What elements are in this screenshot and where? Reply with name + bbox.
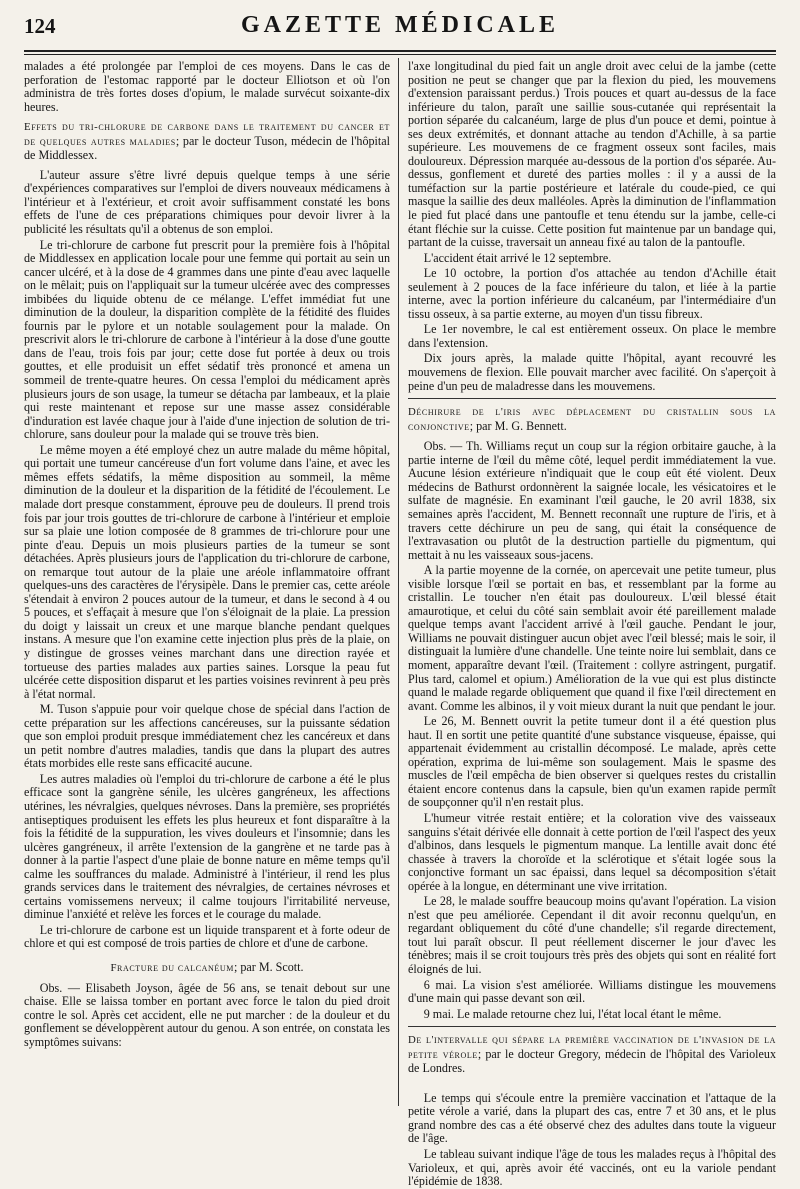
paragraph: Obs. — Elisabeth Joyson, âgée de 56 ans, se tenait debout sur une chaise. Elle se laissa tomber en portant avec force le talon du pied droit contre le sol. Après cet accident, elle ne put marcher : de la douleur et du gonflement se développèrent autour du genou. A son entrée, on constata les symptômes suivans: bbox=[24, 980, 390, 1049]
heading-tail: ; par le docteur Gregory, médecin de l'hôpital des Varioleux de Londres. bbox=[408, 1046, 776, 1076]
paragraph: Le tri-chlorure de carbone est un liquide transparent et à forte odeur de chlore et qui est composé de trois parties de chlore et d'une de carbone. bbox=[24, 922, 390, 951]
paragraph: Le tri-chlorure de carbone fut prescrit pour la première fois à l'hôpital de Middlessex en application locale pour une femme qui portait au sein un cancer ulcéré, et à la dose de 4 grammes dans une pinte d'eau avec laquelle on le mêlait; puis on l'appliquait sur la tumeur ulcérée avec des compresses imbibées du liquide obtenu de ce mélange. L'effet immédiat fut une diminution de la douleur, la disparition complète de la fétidité des fluides fournis par le pylore et un notable soulagement pour la malade. On prescrivit alors le tri-chlorure de carbone à l'intérieur à la dose d'une goutte dans de l'eau, trois fois par jour; cette dose fut portée à deux ou trois gouttes, et elle produisit un effet sédatif très prononcé et amena un sommeil de trente-quatre heures. On cessa l'emploi du médicament après plusieurs jours de son usage, la tumeur se détacha par lambeaux, et la plaie qui reste maintenant et repose sur une masse assez considérable d'induration est lavée chaque jour à l'aide d'une injection de solution de tri-chlorure, sans douleur pour la malade qui se trouve très bien. bbox=[24, 237, 390, 442]
paragraph: Le même moyen a été employé chez un autre malade du même hôpital, qui portait une tumeur cancéreuse d'un fort volume dans l'aine, et avec les mêmes effets sédatifs, la même disposition au sommeil, la même diminution de la douleur et la disparition de la fétidité de l'écoulement. Le malade dort presque constamment, éprouve peu de douleurs. Il prend trois fois par jour trois gouttes de tri-chlorure de carbone à l'intérieur et emploie sur sa plaie une lotion composée de 8 grammes de tri-chlorure pour une pinte d'eau. Depuis un mois plusieurs parties de la tumeur se sont détachées. Après plusieurs jours de l'application du tri-chlorure de carbone, on remarque tout autour de la plaie une aréole inflammatoire offrant quelques-uns des caractères de l'érysipèle. Dans le premier cas, cette aréole s'étendait à environ 2 pouces autour de la tumeur, et dans le second à 4 ou 5 pouces, et s'effaçait à mesure que l'on s'éloignait de la plaie. La pression du doigt y laissait un creux et une marque blanche pendant quelques instans. A mesure que l'on examine cette injection plus près de la plaie, on y distingue de grosses veines marchant dans une direction rayée et tortueuse des parties malades aux parties saines. Lorsque la peau fut ulcérée cette disposition disparut et les parties voisines revinrent à peu près à l'état normal. bbox=[24, 442, 390, 701]
article-heading-bennett bbox=[408, 405, 776, 434]
page-number: 124 bbox=[24, 14, 56, 38]
article-heading-tuson bbox=[24, 120, 390, 163]
section-rule bbox=[408, 1026, 776, 1027]
page-header bbox=[24, 12, 776, 52]
journal-title: GAZETTE MÉDICALE bbox=[240, 12, 560, 38]
paragraph: l'axe longitudinal du pied fait un angle droit avec celui de la jambe (cette position ne peut se changer que par la flexion du pied, les mouvemens d'extension paraissant perdus.) Trois pouces et quart au-dessus de la face inférieure du talon, paraît une saillie sous-cutanée qui représentait la portion séparée du calcanéum, large de plus d'un pouce et demi, pointue à ses deux extrémités, et donnant attache au tendon d'Achille, à sa partie supérieure. Les mouvemens de ce fragment osseux sont faciles, mais douloureux. Dépression marquée au-dessous de la portion d'os séparée. Au-dessus, gonflement et dureté des parties molles : il y a aussi de la tuméfaction sur la partie postérieure et latérale du coude-pied, ce qui masque la saillie des deux malléoles. Après la diminution de l'inflammation le pied fut placé dans une pantoufle et tenu étendu sur la jambe, celle-ci étant fléchie sur la cuisse. Cette position fut maintenue par un bandage qui, partant de la cuisse, traversait un anneau fixé au talon de la pantoufle. bbox=[408, 59, 776, 250]
paragraph: Le 26, M. Bennett ouvrit la petite tumeur dont il a été question plus haut. Il en sortit une petite quantité d'une substance visqueuse, épaisse, qui appartenait évidemment au cristallin décomposé. Le malade, après cette opération, exprima de lui-même son soulagement. Mais le spasme des muscles de l'œil empêcha de bien observer si quelques restes du cristallin étaient encore contenus dans la capsule, bien qu'un examen rapide permît de soupçonner qu'il n'en restait plus. bbox=[408, 714, 776, 810]
header-rule-thin bbox=[24, 54, 776, 55]
paragraph: Dix jours après, la malade quitte l'hôpital, ayant recouvré les mouvemens de flexion. Elle pouvait marcher avec facilité. On s'aperçoit à peine d'un peu de maladresse dans les mouvemens. bbox=[408, 351, 776, 393]
paragraph: malades a été prolongée par l'emploi de ces moyens. Dans le cas de perforation de l'estomac rapporté par le docteur Elliotson et où l'on administra de très fortes doses d'opium, le malade survécut soixante-dix heures. bbox=[24, 59, 390, 114]
paragraph: L'humeur vitrée restait entière; et la coloration vive des vaisseaux sanguins s'était dérivée elle donnait à cette portion de l'œil l'aspect des yeux d'albinos, dans lesquels le pigmentum manque. La lentille avait donc été chassée à travers la choroïde et la sclérotique et s'était logée sous la conjonctive formant un sac épaissi, dans lequel sa décomposition s'était opérée à la longue, en déterminant une vive irritation. bbox=[408, 810, 776, 893]
article-heading-gregory bbox=[408, 1033, 776, 1076]
paragraph: Le 28, le malade souffre beaucoup moins qu'avant l'opération. La vision n'est que peu améliorée. Cependant il dit avoir reconnu quelqu'un, en regardant obliquement du côté d'une chandelle; s'il regarde directement, tout lui paraît obscur. Il peut réellement discerner le jour d'avec les ténèbres; mais il se croit toujours très près des objets qui sont en réalité fort éloignés de lui. bbox=[408, 894, 776, 976]
paragraph: L'accident était arrivé le 12 septembre. bbox=[423, 250, 612, 265]
paragraph: A la partie moyenne de la cornée, on apercevait une petite tumeur, plus visible lorsque l'œil se portait en bas, et ressemblant par la forme au cristallin. Le toucher n'en était pas douloureux. L'œil blessé était amaurotique, et celui du côté sain semblait avoir été pareillement malade quelque temps avant l'accident arrivé à l'œil gauche. Pendant le jour, Williams ne pouvait distinguer aucun objet avec l'œil blessé; mais le soir, il distinguait la lumière d'une chandelle. Une teinte noire lui semblait, dans ce moment, apparaître devant l'œil. (Traitement : collyre astringent, purgatif. Plus tard, calomel et opium.) Amélioration de la vue qui est plus distincte quand le malade regarde obliquement que quand il fixe l'œil directement en avant. Comme les albinos, il y voit mieux durant la nuit que pendant le jour. bbox=[408, 563, 776, 713]
paragraph: Les autres maladies où l'emploi du tri-chlorure de carbone a été le plus efficace sont la gangrène sénile, les ulcères gangréneux, les affections utérines, les névralgies, quelques névroses. Dans la première, ses propriétés antiseptiques produisent les effets les plus heureux et font disparaître à la fois la fétidité de la suppuration, les vives douleurs et l'insomnie; dans les ulcères gangréneux, il arrête l'extension de la gangrène et ne tarde pas à donner à la partie l'aspect d'une plaie de bonne nature en même temps qu'il calme les souffrances du malade. Administré à l'intérieur, il rend les plus grands services dans le traitement des névralgies, de certaines névroses et certains vomissemens nerveux; il calme toujours l'irritabilité nerveuse, diminue l'anxiété et relève les forces et le courage du malade. bbox=[24, 771, 390, 922]
paragraph: L'auteur assure s'être livré depuis quelque temps à une série d'expériences comparatives sur l'emploi de divers nouveaux médicamens à l'intérieur et à l'extérieur, et croit avoir suffisamment constaté les bons effets de l'une de ces préparations chimiques pour devoir livrer à la publicité les résultats qu'il a obtenus de son emploi. bbox=[24, 167, 390, 237]
paragraph: 9 mai. Le malade retourne chez lui, l'état local étant le même. bbox=[423, 1006, 722, 1021]
heading-caps: Effets du tri-chlorure de carbone dans le traitement du cancer et de quelques autres maladies bbox=[24, 121, 390, 148]
paragraph: Le temps qui s'écoule entre la première vaccination et l'attaque de la petite vérole a varié, dans la plupart des cas, entre 7 et 30 ans, et le plus grand nombre des cas a été observé chez des adultes dans toute la vigueur de l'âge. bbox=[408, 1090, 776, 1146]
paragraph: Le 10 octobre, la portion d'os attachée au tendon d'Achille était seulement à 2 pouces de la face inférieure du talon, et liée à la partie interne, avec la portion inférieure du calcanéum, par l'intermédiaire d'un tissu osseux, à sa partie externe, au moyen d'un tissu fibreux. bbox=[408, 266, 776, 321]
heading-tail: ; par M. G. Bennett. bbox=[469, 418, 567, 433]
paragraph: Le tableau suivant indique l'âge de tous les malades reçus à l'hôpital des Varioleux, et qui, après avoir été vaccinés, ont eu la variole pendant l'épidémie de 1838. bbox=[408, 1147, 776, 1189]
paragraph: M. Tuson s'appuie pour voir quelque chose de spécial dans l'action de cette préparation sur les affections cancéreuses, sur la puissante sédation que son emploi produit presque immédiatement chez les cancéreux et dans un petit nombre d'autres maladies, tandis que dans la plupart des autres états morbides elle reste sans efficacité aucune. bbox=[24, 702, 390, 771]
heading-caps: Fracture du calcanéum bbox=[110, 962, 234, 974]
heading-caps: De l'intervalle qui sépare la première vaccination de l'invasion de la petite vérole bbox=[408, 1034, 776, 1061]
heading-tail: ; par M. Scott. bbox=[234, 960, 304, 974]
article-heading-scott bbox=[24, 961, 390, 976]
paragraph: Obs. — Th. Williams reçut un coup sur la région orbitaire gauche, à la partie interne de l'œil du même côté, lequel perdit immédiatement la vue. Aucune lésion extérieure n'indiquait que le coup eût été violent. Deux médecins de Bathurst ordonnèrent la saignée locale, les vésicatoires et le sulfate de magnésie. En examinant l'œil gauche, le 20 avril 1838, six semaines après l'accident, M. Bennett reconnaît une rupture de l'iris, et à travers cette déchirure un peu de sang, qui était la conséquence de l'extravasation ou plutôt de la destruction partielle du pigmentum, qui mettait à nu les vaisseaux sous-jacens. bbox=[408, 439, 776, 562]
header-rule bbox=[24, 50, 776, 52]
paragraph: 6 mai. La vision s'est améliorée. Williams distingue les mouvemens d'une main qui passe devant son œil. bbox=[408, 977, 776, 1006]
column-divider bbox=[398, 58, 399, 1106]
right-column bbox=[408, 59, 776, 1189]
section-rule bbox=[408, 398, 776, 399]
heading-caps: Déchirure de l'iris avec déplacement du cristallin sous la conjonctive bbox=[408, 406, 776, 433]
left-column bbox=[24, 60, 390, 1106]
heading-tail: ; par le docteur Tuson, médecin de l'hôpital de Middlessex. bbox=[24, 133, 390, 163]
paragraph: Le 1er novembre, le cal est entièrement osseux. On place le membre dans l'extension. bbox=[408, 322, 776, 350]
